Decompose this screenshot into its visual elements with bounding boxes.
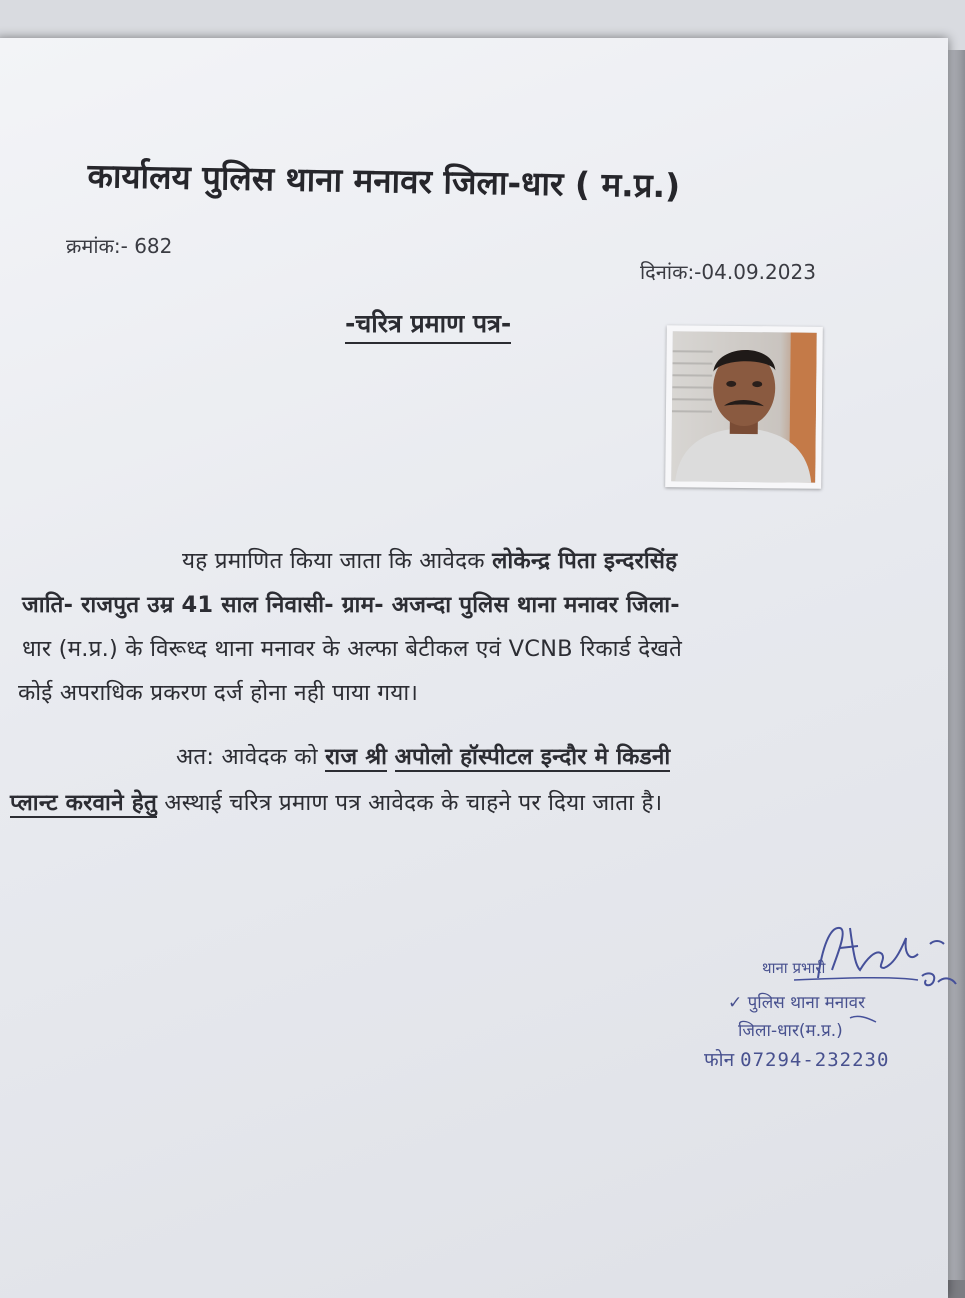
reference-label: क्रमांक:- xyxy=(66,234,128,258)
stamp-station: ✓ पुलिस थाना मनावर xyxy=(728,990,865,1013)
reference-value: 682 xyxy=(134,234,172,258)
stamp-designation: थाना प्रभारी xyxy=(762,958,825,978)
date-value: 04.09.2023 xyxy=(701,260,816,284)
stamp-phone xyxy=(704,1046,889,1072)
hospital-name-part2: अपोलो हॉस्पीटल इन्दौर मे किडनी xyxy=(395,744,671,772)
paper-stack-edge xyxy=(946,50,965,1280)
phone-number: 07294-232230 xyxy=(740,1049,889,1071)
body-line-3: धार (म.प्र.) के विरूध्द थाना मनावर के अल्फा बेटीकल एवं VCNB रिकार्ड देखते xyxy=(22,632,682,663)
applicant-portrait-image xyxy=(671,331,817,482)
body-line-1 xyxy=(182,544,677,575)
body-line-4: कोई अपराधिक प्रकरण दर्ज होना नही पाया गया। xyxy=(18,676,418,707)
date-label: दिनांक:- xyxy=(640,260,701,284)
purpose-line-1 xyxy=(176,740,670,771)
office-title: कार्यालय पुलिस थाना मनावर जिला-धार ( म.प्र.) xyxy=(87,152,848,210)
purpose-line-1-text: अत: आवेदक को xyxy=(176,744,325,770)
purpose-line-2 xyxy=(10,786,662,817)
phone-label: फोन xyxy=(704,1049,734,1071)
applicant-name: लोकेन्द्र पिता इन्दरसिंह xyxy=(492,548,677,574)
purpose-line-2-text: अस्थाई चरित्र प्रमाण पत्र आवेदक के चाहने पर दिया जाता है। xyxy=(157,790,662,816)
certificate-page xyxy=(0,38,948,1298)
body-line-1-text: यह प्रमाणित किया जाता कि आवेदक xyxy=(182,548,492,574)
stamp-district: जिला-धार(म.प्र.) xyxy=(738,1018,843,1041)
purpose-phrase: प्लान्ट करवाने हेतु xyxy=(10,790,157,818)
official-stamp xyxy=(690,918,960,1088)
hospital-name-part1: राज श्री xyxy=(325,744,387,772)
body-line-2: जाति- राजपुत उम्र 41 साल निवासी- ग्राम- अजन्दा पुलिस थाना मनावर जिला- xyxy=(22,588,680,619)
issue-date xyxy=(640,258,816,285)
reference-number xyxy=(66,232,172,259)
certificate-title: -चरित्र प्रमाण पत्र- xyxy=(345,306,511,344)
applicant-photo xyxy=(665,325,823,489)
